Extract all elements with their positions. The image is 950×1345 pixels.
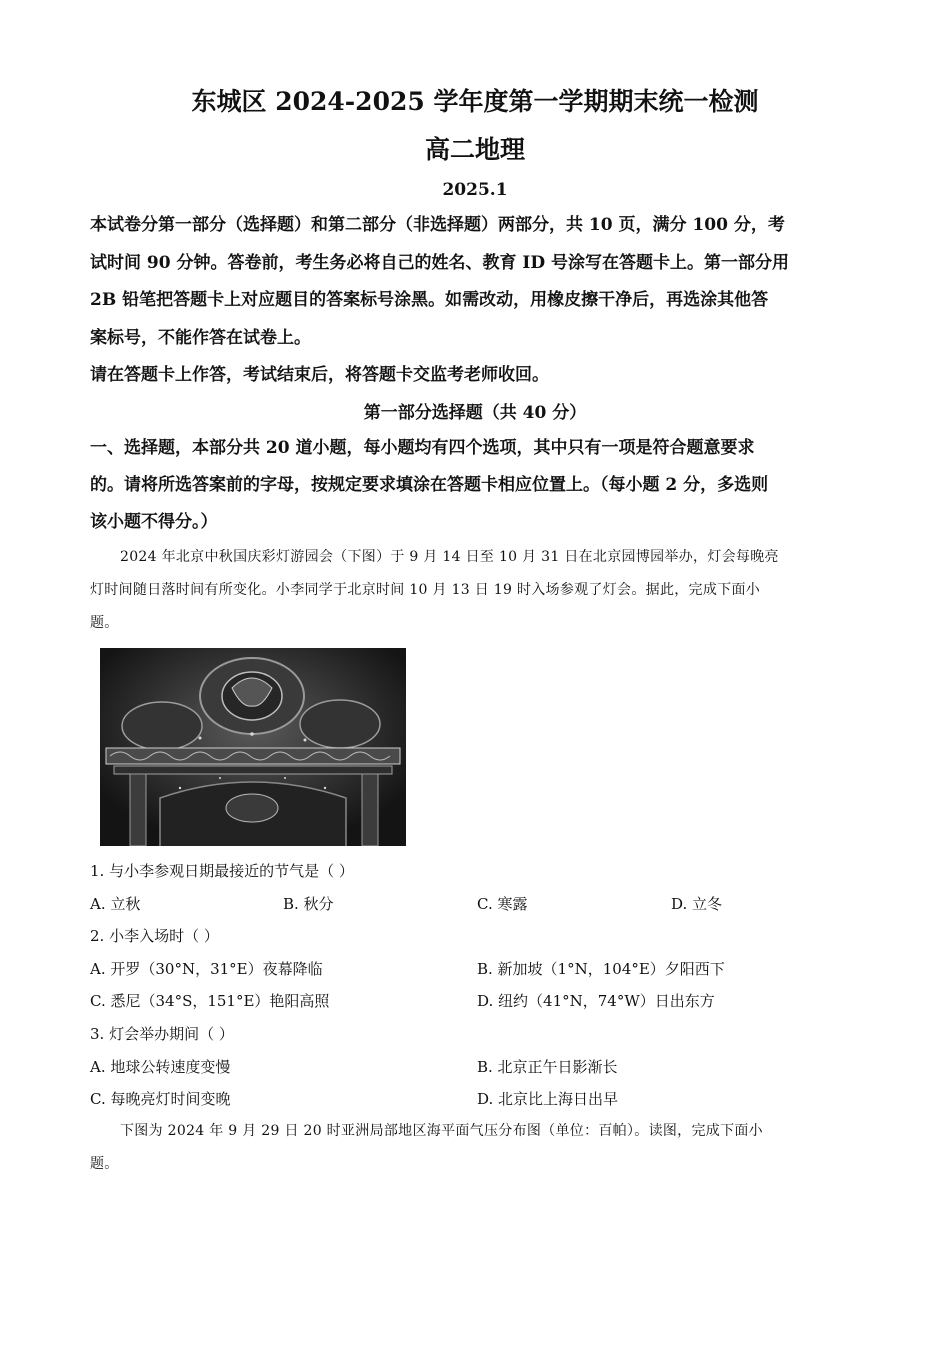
q3-option-a: A. 地球公转速度变慢	[90, 1058, 231, 1076]
exam-title: 东城区 2024-2025 学年度第一学期期末统一检测	[191, 87, 759, 116]
q1-option-b: B. 秋分	[283, 895, 334, 913]
lantern-festival-photo	[100, 648, 406, 846]
part1-directions	[90, 430, 870, 541]
stem-line: 2024 年北京中秋国庆彩灯游园会（下图）于 9 月 14 日至 10 月 31 日在北京园博园举办，灯会每晚亮	[120, 549, 779, 565]
q1-option-a: A. 立秋	[90, 895, 141, 913]
directions-line: 该小题不得分。）	[90, 512, 218, 532]
instruction-line: 本试卷分第一部分（选择题）和第二部分（非选择题）两部分，共 10 页，满分 100 分，考	[90, 215, 785, 235]
question-3-text: 3. 灯会举办期间（ ）	[90, 1025, 234, 1043]
q1-option-c: C. 寒露	[477, 895, 528, 913]
instruction-line: 2B 铅笔把答题卡上对应题目的答案标号涂黑。如需改动，用橡皮擦干净后，再选涂其他答	[90, 290, 769, 310]
question-stem-2	[90, 1115, 860, 1181]
q3-option-b: B. 北京正午日影渐长	[477, 1058, 618, 1076]
exam-date: 2025.1	[442, 180, 508, 200]
q3-option-c: C. 每晚亮灯时间变晚	[90, 1090, 231, 1108]
q2-option-d: D. 纽约（41°N，74°W）日出东方	[477, 992, 715, 1010]
question-1-text: 1. 与小李参观日期最接近的节气是（ ）	[90, 862, 354, 880]
instruction-line: 试时间 90 分钟。答卷前，考生务必将自己的姓名、教育 ID 号涂写在答题卡上。第一部分用	[90, 252, 790, 273]
question-2-text: 2. 小李入场时（ ）	[90, 927, 219, 945]
part1-heading: 第一部分选择题（共 40 分）	[363, 403, 587, 423]
stem-line: 题。	[90, 1156, 119, 1172]
q2-option-b: B. 新加坡（1°N，104°E）夕阳西下	[477, 960, 725, 978]
stem-line: 题。	[90, 615, 119, 631]
directions-line: 的。请将所选答案前的字母，按规定要求填涂在答题卡相应位置上。（每小题 2 分，多选则	[90, 475, 769, 495]
directions-line: 一、选择题，本部分共 20 道小题，每小题均有四个选项，其中只有一项是符合题意要求	[90, 438, 755, 458]
exam-subject: 高二地理	[424, 135, 525, 164]
q2-option-c: C. 悉尼（34°S，151°E）艳阳高照	[90, 992, 330, 1010]
q3-option-d: D. 北京比上海日出早	[477, 1090, 619, 1108]
question-stem-1	[90, 541, 860, 640]
exam-instructions	[90, 207, 870, 395]
q2-option-a: A. 开罗（30°N，31°E）夜幕降临	[90, 960, 323, 978]
stem-line: 下图为 2024 年 9 月 29 日 20 时亚洲局部地区海平面气压分布图（单位：百帕）。读图，完成下面小	[120, 1123, 763, 1139]
instruction-line: 案标号，不能作答在试卷上。	[90, 327, 311, 348]
instruction-line: 请在答题卡上作答，考试结束后，将答题卡交监考老师收回。	[90, 365, 549, 385]
stem-line: 灯时间随日落时间有所变化。小李同学于北京时间 10 月 13 日 19 时入场参观了灯会。据此，完成下面小	[90, 582, 761, 598]
q1-option-d: D. 立冬	[671, 895, 723, 913]
